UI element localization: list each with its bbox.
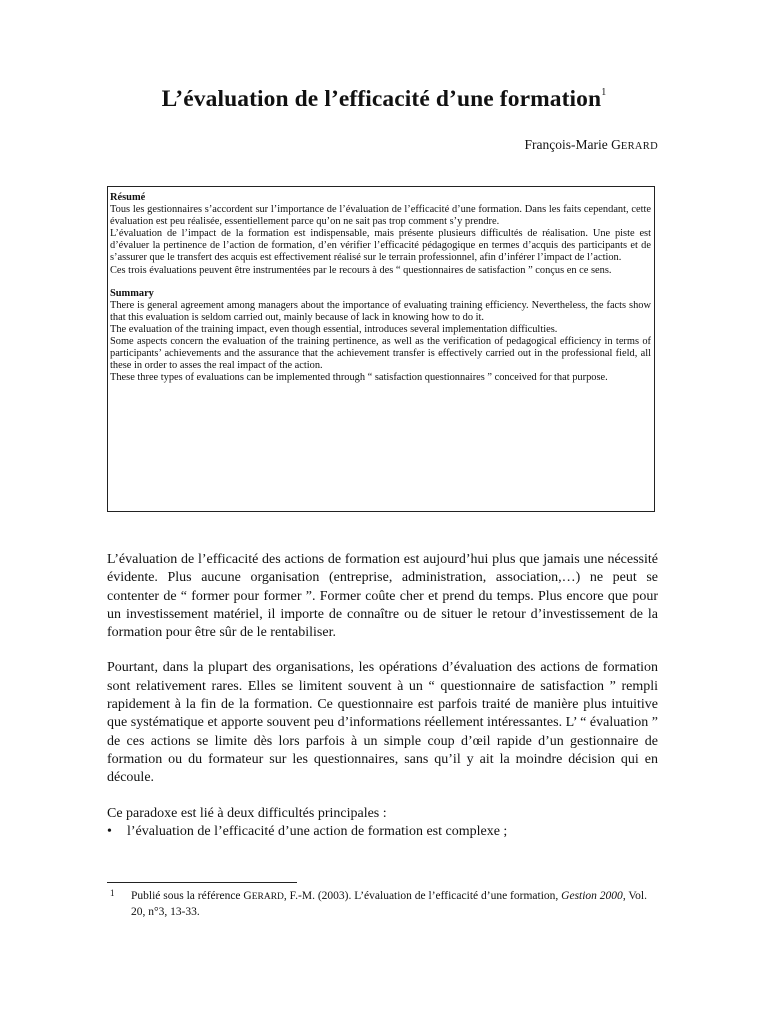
title-text: L’évaluation de l’efficacité d’une formation xyxy=(161,86,602,112)
body-paragraph: Pourtant, dans la plupart des organisations, les opérations d’évaluation des actions de formation sont relativement rares. Elles se limitent souvent à un “ questionnaire de satisfaction ” rempli rapidement à la fin de la formation. Ce questionnaire est parfois traité de manière plus intuitive que systématique et apporte souvent peu d’informations réellement intéressantes. L’ “ évaluation ” de ces actions se limite dès lors parfois à un simple coup d’œil rapide d’un gestionnaire de formation ou du formateur sur les questionnaires, sans qu’il y ait la moindre décision qui en découle. xyxy=(107,660,658,786)
summary-paragraph: The evaluation of the training impact, even though essential, introduces several implementation difficulties. xyxy=(110,323,558,335)
abstract-gap xyxy=(110,277,651,288)
body-text xyxy=(107,551,658,841)
footnote-author-smallcaps: ERARD xyxy=(251,892,284,902)
title-footnote-mark: 1 xyxy=(601,87,607,98)
author-first: François-Marie G xyxy=(524,137,621,152)
page-title xyxy=(0,86,768,113)
author-line xyxy=(525,137,658,153)
summary-heading: Summary xyxy=(110,287,154,299)
summary-paragraph: There is general agreement among managers about the importance of evaluating training efficiency. Nevertheless, the facts show that this evaluation is seldom carried out, mainly because of lack in knowing how to do it. xyxy=(110,299,651,323)
list-item xyxy=(107,823,658,841)
author-last-smallcaps: ERARD xyxy=(620,141,658,152)
resume-paragraph: Tous les gestionnaires s’accordent sur l’importance de l’évaluation de l’efficacité d’une formation. Dans les faits cependant, cette évaluation est peu réalisée, essentiellement parce qu’on ne sait pas trop comment s’y prendre. xyxy=(110,204,651,228)
summary-paragraph: Some aspects concern the evaluation of the training pertinence, as well as the verification of pedagogical efficiency in terms of participants’ achievements and the assurance that the achievement transfer is effectively carried out in the professional field, all these in order to asses the real impact of the action. xyxy=(110,336,651,372)
summary-paragraph: These three types of evaluations can be implemented through “ satisfaction questionnaires ” conceived for that purpose. xyxy=(110,372,608,384)
body-lead-in: Ce paradoxe est lié à deux difficultés principales : xyxy=(107,805,387,821)
footnote-prefix: Publié sous la référence G xyxy=(131,890,252,902)
body-bullet-list xyxy=(107,823,658,841)
resume-heading: Résumé xyxy=(110,192,146,203)
resume-paragraph: L’évaluation de l’impact de la formation est indispensable, mais présente plusieurs difficultés de réalisation. Une piste est d’évaluer la pertinence de l’action de formation, d’en vérifier l’efficacité pédagogique en termes d’acquis des participants et de s’assurer que le transfert des acquis est effectivement réalisé sur le terrain professionnel, afin d’inférer l’impact de l’action. xyxy=(110,228,651,264)
bullet-icon: • xyxy=(107,823,112,839)
resume-paragraph: Ces trois évaluations peuvent être instrumentées par le recours à des “ questionnaires de satisfaction ” conçus en ce sens. xyxy=(110,264,612,276)
footnote-middle: , F.-M. (2003). L’évaluation de l’efficacité d’une formation, xyxy=(283,890,562,902)
abstract-box xyxy=(107,186,655,512)
list-item-text: l’évaluation de l’efficacité d’une action de formation est complexe ; xyxy=(127,823,508,839)
footnote-suffix: , Vol. 20, n°3, 13-33. xyxy=(131,890,647,918)
footnote-divider xyxy=(107,882,297,883)
footnote xyxy=(107,889,659,920)
body-paragraph: L’évaluation de l’efficacité des actions de formation est aujourd’hui plus que jamais une nécessité évidente. Plus aucune organisation (entreprise, administration, association,…) ne peut se contenter de “ former pour former ”. Former coûte cher et prend du temps. Plus encore que pour un investissement matériel, il importe de connaître ou de situer le retour d’investissement de la formation pour être sûr de le rentabiliser. xyxy=(107,552,658,641)
footnote-number: 1 xyxy=(110,888,115,898)
footnote-text xyxy=(131,889,659,920)
footnote-journal: Gestion 2000 xyxy=(561,890,623,902)
